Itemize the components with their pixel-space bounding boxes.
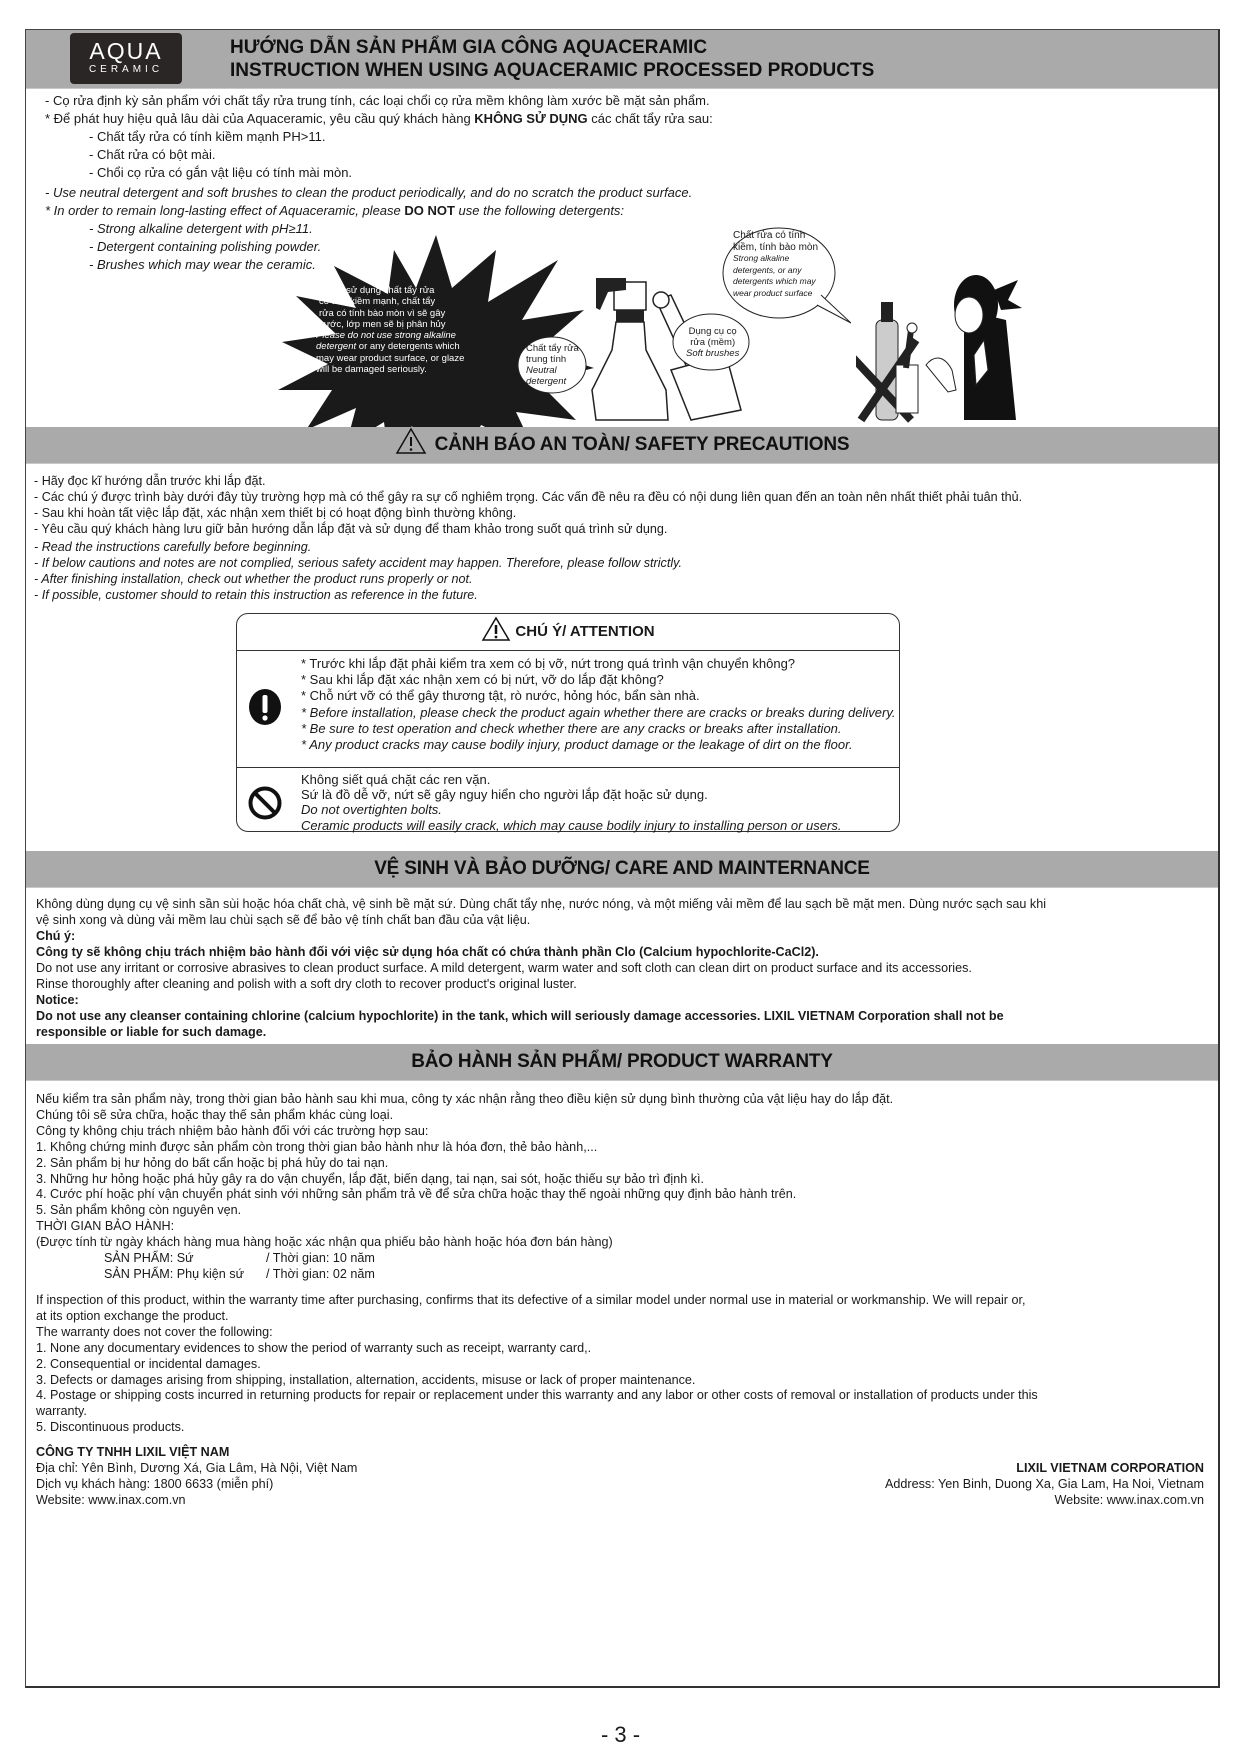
- website-link[interactable]: Website: www.inax.com.vn: [36, 1492, 186, 1507]
- warranty-line: 2. Sản phẩm bị hư hỏng do bất cẩn hoặc bị phá hủy do tai nạn.: [36, 1155, 389, 1170]
- soft-brush-label: [686, 326, 739, 359]
- alkaline-label: [733, 230, 818, 299]
- warranty-en: [36, 1293, 1038, 1436]
- period-time: / Thời gian: 10 năm: [266, 1251, 375, 1266]
- emphasis: DO NOT: [404, 203, 455, 218]
- attention-title: CHÚ Ý/ ATTENTION: [515, 623, 655, 640]
- vi-line: [45, 110, 713, 128]
- attention-warning-row: [237, 650, 899, 768]
- header-bar: [26, 30, 1218, 89]
- company-name-vi: CÔNG TY TNHH LIXIL VIỆT NAM: [36, 1445, 230, 1459]
- text-line: will be damaged seriously.: [316, 364, 427, 376]
- safety-item-vi: - Hãy đọc kĩ hướng dẫn trước khi lắp đặt.: [34, 474, 266, 488]
- attention-header: [237, 614, 899, 651]
- text-line: Soft brushes: [686, 348, 740, 359]
- text-line: Please do not use strong alkaline: [316, 330, 456, 342]
- page-number: - 3 -: [600, 1722, 641, 1747]
- warranty-section-header: [26, 1044, 1218, 1081]
- warranty-line: 5. Sản phẩm không còn nguyên vẹn.: [36, 1203, 242, 1218]
- safety-title-text: CẢNH BÁO AN TOÀN/ SAFETY PRECAUTIONS: [434, 434, 850, 455]
- text: or any detergents which: [356, 341, 460, 353]
- text-line: Không sử dụng chất tẩy rửa: [316, 285, 435, 296]
- text-line: rửa có tính bào mòn vì sẽ gây: [319, 307, 446, 319]
- logo-line1: AQUA: [89, 38, 163, 64]
- en-item: - Brushes which may wear the ceramic.: [89, 257, 316, 272]
- warranty-line: 3. Defects or damages arising from shipping, installation, alternation, accidents, misuse or lack of proper maintenance.: [36, 1372, 696, 1387]
- care-text: Rinse thoroughly after cleaning and polish with a soft dry cloth to recover product's original luster.: [36, 977, 577, 991]
- address-en: Address: Yen Binh, Duong Xa, Gia Lam, Ha Noi, Vietnam: [885, 1476, 1204, 1491]
- care-title: VỆ SINH VÀ BẢO DƯỠNG/ CARE AND MAINTERNANCE: [374, 858, 870, 879]
- text-line: * Before installation, please check the product again whether there are cracks or breaks during delivery.: [301, 705, 896, 721]
- page-frame: [25, 29, 1220, 1688]
- attention-warning-text: [301, 656, 895, 753]
- text-line: Không siết quá chặt các ren vặn.: [301, 772, 491, 787]
- footer-vi: [36, 1445, 357, 1509]
- warranty-line: Nếu kiểm tra sản phẩm này, trong thời gian bảo hành sau khi mua, công ty xác nhận rằng theo điều kiện sử dụng bình thường của vật liệu hay do lắp đặt.: [36, 1092, 894, 1106]
- period-product: SẢN PHẨM: Sứ: [104, 1251, 194, 1266]
- warning-triangle-icon: [395, 427, 427, 455]
- starburst-text: [316, 285, 464, 375]
- warranty-line: Công ty không chịu trách nhiệm bảo hành đối với các trường hợp sau:: [36, 1123, 429, 1138]
- care-note: responsible or liable for such damage.: [36, 1025, 267, 1039]
- safety-item-vi: - Sau khi hoàn tất việc lắp đặt, xác nhận xem thiết bị có hoạt động bình thường không.: [34, 506, 517, 520]
- website-en: [885, 1493, 1204, 1509]
- text-line: kiềm, tính bào mòn: [733, 241, 819, 253]
- text-line: detergents which may: [733, 276, 816, 286]
- safety-list: [34, 473, 1022, 603]
- care-note-label: Notice:: [36, 993, 79, 1007]
- attention-prohibit-text: [301, 772, 841, 833]
- warranty-line: warranty.: [36, 1404, 87, 1419]
- care-text: Do not use any irritant or corrosive abrasives to clean product surface. A mild detergent, warm water and soft cloth can clean dirt on product surface and its accessories.: [36, 961, 972, 975]
- warranty-line: 1. Không chứng minh được sản phẩm còn trong thời gian bảo hành như là hóa đơn, thẻ bảo hành,...: [36, 1139, 598, 1154]
- text-line: Chất tẩy rửa: [526, 343, 579, 354]
- warranty-line: THỜI GIAN BẢO HÀNH:: [36, 1219, 175, 1234]
- safety-item-en: - Read the instructions carefully before beginning.: [34, 540, 312, 554]
- title-en: INSTRUCTION WHEN USING AQUACERAMIC PROCESSED PRODUCTS: [230, 60, 875, 81]
- text-line: * Any product cracks may cause bodily injury, product damage or the leakage of dirt on the floor.: [301, 736, 853, 752]
- warranty-line: (Được tính từ ngày khách hàng mua hàng hoặc xác nhận qua phiếu bảo hành hoặc hóa đơn bán hàng): [36, 1235, 613, 1250]
- warranty-line: 4. Postage or shipping costs incurred in returning products for repair or replacement under this warranty and any labor or other costs of removal or installation of products under this: [36, 1388, 1038, 1403]
- vi-item: - Chất tẩy rửa có tính kiềm mạnh PH>11.: [89, 129, 326, 144]
- safety-item-en: - If below cautions and notes are not complied, serious safety accident may happen. Therefore, please follow strictly.: [34, 556, 682, 570]
- warranty-title: BẢO HÀNH SẢN PHẨM/ PRODUCT WARRANTY: [411, 1051, 833, 1072]
- text-line: Chất rửa có tính: [733, 230, 806, 241]
- text-line: detergents, or any: [733, 264, 802, 275]
- vi-line: - Cọ rửa định kỳ sản phẩm với chất tẩy rửa trung tính, các loại chổi cọ rửa mềm không làm xước bề mặt sản phẩm.: [45, 93, 710, 108]
- text: các chất tẩy rửa sau:: [587, 111, 713, 126]
- care-note-label: Chú ý:: [36, 929, 76, 943]
- warranty-line: 4. Cước phí hoặc phí vận chuyển phát sinh với những sản phẩm trả về để sửa chữa hoặc thay thế ngoài những quy định bảo hành trên.: [36, 1187, 797, 1202]
- text: use the following detergents:: [454, 203, 625, 218]
- text-line: * Sau khi lắp đặt xác nhận xem có bị nứt, vỡ do lắp đặt không?: [301, 671, 664, 687]
- warranty-period: [36, 1251, 893, 1267]
- warranty-line: If inspection of this product, within the warranty time after purchasing, confirms that its defective of a similar model under normal use in material or workmanship. We will repair or,: [36, 1293, 1026, 1307]
- company-name-en: LIXIL VIETNAM CORPORATION: [1016, 1461, 1204, 1475]
- text-line: xước, lớp men sẽ bị phân hủy: [319, 318, 446, 330]
- warranty-line: 5. Discontinuous products.: [36, 1420, 185, 1435]
- girl-refusing-illustration: [856, 260, 1056, 430]
- text-line: có tính kiềm mạnh, chất tẩy: [319, 296, 436, 308]
- en-item: - Strong alkaline detergent with pH≥11.: [89, 221, 313, 236]
- warning-triangle-icon: [481, 616, 511, 642]
- safety-item-vi: - Các chú ý được trình bày dưới đây tùy trường hợp mà có thể gây ra sự cố nghiêm trọng. Các vấn đề nêu ra đều có nội dung liên quan đến an toàn nên nhất thiết phải tuân thủ.: [34, 490, 1023, 504]
- text-line: wear product surface: [733, 287, 813, 298]
- safety-section-header: [26, 427, 1218, 464]
- aquaceramic-logo: [70, 33, 182, 84]
- page-title: [230, 36, 874, 82]
- text: * Để phát huy hiệu quả lâu dài của Aquaceramic, yêu cầu quý khách hàng: [45, 111, 475, 126]
- text-line: Neutral: [526, 365, 557, 376]
- text-line: * Be sure to test operation and check whether there are any cracks or breaks after installation.: [301, 721, 842, 737]
- attention-box: [236, 613, 900, 832]
- emphasis: KHÔNG SỬ DỤNG: [474, 111, 588, 126]
- text-line: Strong alkaline: [733, 253, 790, 263]
- care-text: Không dùng dụng cụ vệ sinh sần sùi hoặc hóa chất chà, vệ sinh bề mặt sứ. Dùng chất tẩy nhẹ, nước nóng, và một miếng vải mềm để lau sạch bề mặt men. Dùng nước sạch sau khi: [36, 897, 1047, 911]
- footer-en: [885, 1461, 1204, 1509]
- care-content: [36, 896, 1046, 1040]
- warranty-line: Chúng tôi sẽ sửa chữa, hoặc thay thế sản phẩm khác cùng loại.: [36, 1107, 394, 1122]
- text-line: * Trước khi lắp đặt phải kiểm tra xem có bị vỡ, nứt trong quá trình vận chuyển không?: [301, 656, 796, 671]
- text-line: Sứ là đồ dễ vỡ, nứt sẽ gây nguy hiển cho người lắp đặt hoặc sử dụng.: [301, 787, 708, 803]
- website-link[interactable]: Website: www.inax.com.vn: [1054, 1492, 1204, 1507]
- safety-item-vi: - Yêu cầu quý khách hàng lưu giữ bản hướng dẫn lắp đặt và sử dụng để tham khảo trong suốt quá trình sử dụng.: [34, 522, 668, 536]
- en-line: [45, 202, 713, 220]
- vi-item: - Chổi cọ rửa có gắn vật liệu có tính mài mòn.: [89, 165, 353, 180]
- prohibited-icon: [247, 785, 283, 821]
- text-line: Do not overtighten bolts.: [301, 802, 442, 818]
- logo-line2: CERAMIC: [88, 64, 164, 75]
- text-line: Dụng cụ cọ: [688, 326, 737, 337]
- warranty-line: The warranty does not cover the following:: [36, 1324, 273, 1339]
- warranty-line: 3. Những hư hỏng hoặc phá hủy gây ra do vận chuyển, lắp đặt, biến dạng, tai nạn, sai sót, hoặc thiếu sự bảo trì định kì.: [36, 1171, 705, 1186]
- safety-item-en: - If possible, customer should to retain this instruction as reference in the future.: [34, 588, 478, 602]
- website-vi: [36, 1493, 357, 1509]
- care-note: Do not use any cleanser containing chlorine (calcium hypochlorite) in the tank, which will seriously damage accessories. LIXIL VIETNAM Corporation shall not be: [36, 1009, 1004, 1023]
- text-line: detergent: [526, 376, 567, 387]
- text: * In order to remain long-lasting effect of Aquaceramic, please: [45, 203, 405, 218]
- care-text: vệ sinh xong và dùng vải mềm lau chùi sạch sẽ để bảo vệ tính chất ban đầu của vật liệu.: [36, 913, 531, 927]
- period-time: / Thời gian: 02 năm: [266, 1266, 375, 1281]
- text-line: Ceramic products will easily crack, which may cause bodily injury to installing person or users.: [301, 817, 842, 833]
- hotline: Dịch vụ khách hàng: 1800 6633 (miễn phí): [36, 1476, 274, 1491]
- vi-item: - Chất rửa có bột mài.: [89, 147, 216, 162]
- text-line: rửa (mềm): [690, 337, 736, 348]
- care-note: Công ty sẽ không chịu trách nhiệm bảo hành đối với việc sử dụng hóa chất có chứa thành phần Clo (Calcium hypochlorite-CaCl2).: [36, 945, 819, 959]
- exclamation-icon: [247, 688, 283, 726]
- care-section-header: [26, 851, 1218, 888]
- address-vi: Địa chỉ: Yên Bình, Dương Xá, Gia Lâm, Hà Nội, Việt Nam: [36, 1460, 358, 1475]
- safety-item-en: - After finishing installation, check out whether the product runs properly or not.: [34, 572, 473, 586]
- text: detergent: [316, 341, 357, 353]
- text-line: * Chỗ nứt vỡ có thể gây thương tật, rò nước, hỏng hóc, bẩn sàn nhà.: [301, 687, 700, 703]
- title-vi: HƯỚNG DẪN SẢN PHẨM GIA CÔNG AQUACERAMIC: [230, 37, 708, 58]
- warranty-line: 2. Consequential or incidental damages.: [36, 1356, 261, 1371]
- en-line: - Use neutral detergent and soft brushes to clean the product periodically, and do no scratch the product surface.: [45, 185, 693, 200]
- warranty-period: [36, 1267, 893, 1283]
- warranty-vi: [36, 1092, 893, 1283]
- neutral-detergent-label: [526, 343, 579, 387]
- period-product: SẢN PHẨM: Phụ kiện sứ: [104, 1266, 245, 1281]
- warranty-line: at its option exchange the product.: [36, 1308, 229, 1323]
- attention-prohibit-row: [237, 767, 899, 831]
- en-item: - Detergent containing polishing powder.: [89, 239, 322, 254]
- safety-title: [26, 427, 1218, 463]
- warranty-line: 1. None any documentary evidences to show the period of warranty such as receipt, warranty card,.: [36, 1340, 592, 1355]
- text-line: may wear product surface, or glaze: [316, 352, 465, 364]
- text-line: trung tính: [526, 354, 567, 365]
